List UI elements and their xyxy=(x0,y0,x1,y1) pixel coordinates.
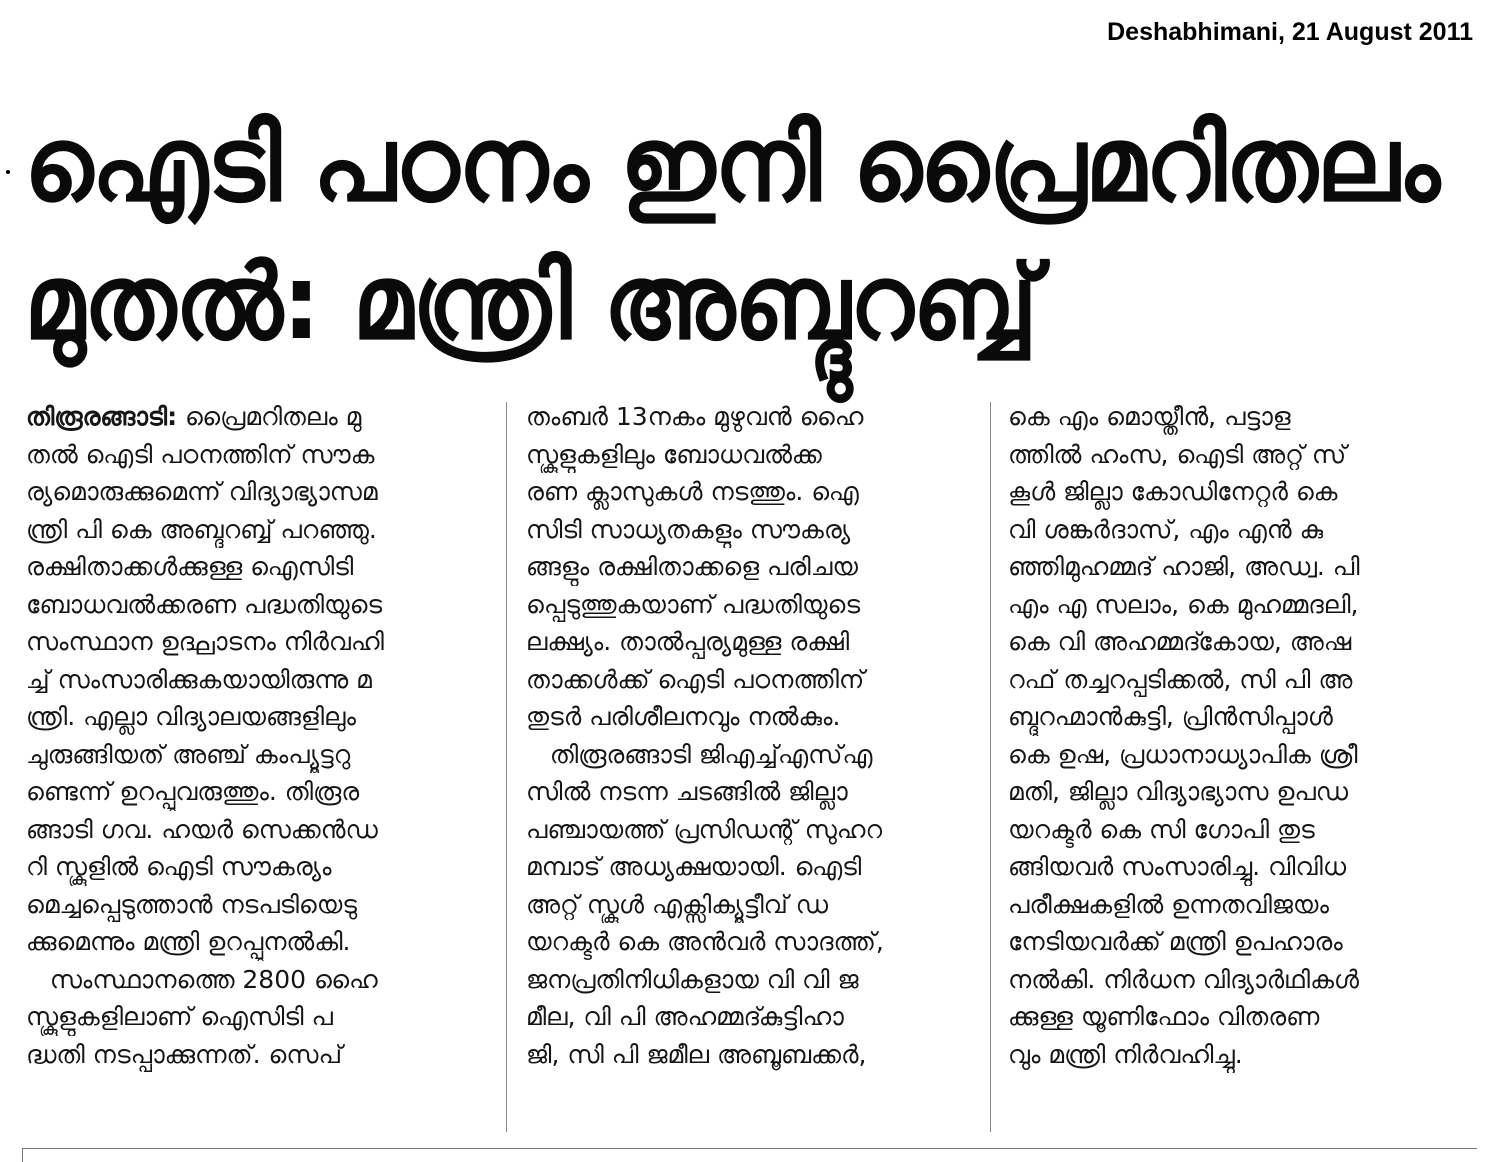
article-line-text: മതി, ജില്ലാ വിദ്യാഭ്യാസ ഉപഡ xyxy=(1008,777,1348,806)
article-line xyxy=(1008,473,1466,511)
article-line xyxy=(26,586,484,624)
article-line-text: കെ എം മൊയ്തീൻ, പട്ടാള xyxy=(1008,402,1291,431)
article-line-text: ങ്ങിയവർ സംസാരിച്ചു. വിവിധ xyxy=(1008,852,1347,881)
article-line xyxy=(1008,961,1466,999)
article-line xyxy=(26,548,484,586)
headline-line-2: മുതൽ: മന്ത്രി അബ്ദുറബ്ബ് xyxy=(24,241,1037,363)
article-line-text: പഞ്ചായത്ത് പ്രസിഡന്റ് സുഹറ xyxy=(526,814,882,844)
article-column-3 xyxy=(1008,398,1466,1073)
article-line-text: ബോധവൽക്കരണ പദ്ധതിയുടെ xyxy=(26,589,383,619)
article-column-1 xyxy=(26,398,484,1073)
article-line-text: ത്തിൽ ഹംസ, ഐടി അറ്റ് സ് xyxy=(1008,439,1347,469)
article-line xyxy=(26,998,484,1036)
article-line-text: തൽ ഐടി പഠനത്തിന് സൗക xyxy=(26,439,375,469)
article-line xyxy=(526,923,984,961)
article-line xyxy=(26,436,484,474)
article-line-text: ണ്ടെന്ന് ഉറപ്പുവരുത്തും. തിരൂര xyxy=(26,777,360,806)
article-line xyxy=(26,811,484,849)
article-line-text: താക്കൾക്ക് ഐടി പഠനത്തിന് xyxy=(526,664,865,694)
article-line-text: തുടർ പരിശീലനവും നൽകും. xyxy=(526,702,841,731)
article-line xyxy=(526,998,984,1036)
article-line-text: പരീക്ഷകളിൽ ഉന്നതവിജയം xyxy=(1008,889,1329,919)
article-line-text: അറ്റ് സ്കൂൾ എക്സിക്യൂട്ടീവ് ഡ xyxy=(526,889,829,919)
article-line xyxy=(526,623,984,661)
article-line-text: റി സ്കൂളിൽ ഐടി സൗകര്യം xyxy=(26,852,332,881)
print-speck xyxy=(6,170,10,174)
article-line-text: ങ്ങളും രക്ഷിതാക്കളെ പരിചയ xyxy=(526,552,858,581)
article-line xyxy=(26,961,484,999)
article-line-text: യറക്ടർ കെ സി ഗോപി തുട xyxy=(1008,814,1315,844)
article-line xyxy=(26,923,484,961)
source-caption: Deshabhimani, 21 August 2011 xyxy=(1107,18,1473,46)
article-line xyxy=(26,623,484,661)
article-line-text: ലക്ഷ്യം. താൽപ്പര്യമുള്ള രക്ഷി xyxy=(526,627,850,656)
article-line-text: ബ്ദുറഹ്മാൻകുട്ടി, പ്രിൻസിപ്പാൾ xyxy=(1008,702,1333,731)
article-line xyxy=(26,661,484,699)
article-line xyxy=(26,736,484,774)
article-line-text: യറക്ടർ കെ അൻവർ സാദത്ത്, xyxy=(526,927,884,956)
article-line-text: സംസ്ഥാനത്തെ 2800 ഹൈ xyxy=(26,964,378,994)
article-line-text: കൂൾ ജില്ലാ കോഡിനേറ്റർ കെ xyxy=(1008,477,1338,506)
article-line-text: ക്കുള്ള യൂണിഫോം വിതരണ xyxy=(1008,1002,1320,1031)
article-line-text: എം എ സലാം, കെ മുഹമ്മദലി, xyxy=(1008,589,1359,619)
article-line xyxy=(526,548,984,586)
column-divider xyxy=(990,402,991,1132)
article-line-text: സ്കൂളുകളിലും ബോധവൽക്ക xyxy=(526,439,822,469)
article-line xyxy=(1008,586,1466,624)
article-line xyxy=(26,886,484,924)
article-line-text: ന്ത്രി പി കെ അബ്ദുറബ്ബ് പറഞ്ഞു. xyxy=(26,514,377,544)
article-line-text: റഫ് തച്ചറപ്പടിക്കൽ, സി പി അ xyxy=(1008,664,1353,694)
article-line xyxy=(26,698,484,736)
article-line-text: ഞ്ഞിമുഹമ്മദ് ഹാജി, അഡ്വ. പി xyxy=(1008,552,1360,581)
article-column-2 xyxy=(526,398,984,1073)
article-line xyxy=(1008,811,1466,849)
article-line-text: രക്ഷിതാക്കൾക്കുള്ള ഐസിടി xyxy=(26,552,354,581)
article-line xyxy=(26,1036,484,1074)
article-line-text: ജനപ്രതിനിധികളായ വി വി ജ xyxy=(526,964,859,994)
headline-line-1: ഐടി പഠനം ഇനി പ്രൈമറിതലം xyxy=(24,103,1439,225)
article-line-text: രണ ക്ലാസുകൾ നടത്തും. ഐ xyxy=(526,477,859,506)
article-line xyxy=(1008,661,1466,699)
article-line xyxy=(26,398,484,436)
headline xyxy=(24,95,1464,371)
article-line xyxy=(1008,548,1466,586)
article-line xyxy=(526,511,984,549)
article-line xyxy=(1008,736,1466,774)
article-line-text: സംസ്ഥാന ഉദ്ഘാടനം നിർവഹി xyxy=(26,627,384,656)
article-line xyxy=(526,436,984,474)
article-line xyxy=(1008,848,1466,886)
article-line xyxy=(526,473,984,511)
article-line xyxy=(1008,511,1466,549)
article-line-text: പ്രൈമറിതലം മു xyxy=(177,402,362,431)
article-line-text: നൽകി. നിർധന വിദ്യാർഥികൾ xyxy=(1008,964,1360,994)
article-line-text: സിൽ നടന്ന ചടങ്ങിൽ ജില്ലാ xyxy=(526,777,848,806)
article-line xyxy=(26,511,484,549)
article-line-text: ങ്ങാടി ഗവ. ഹയർ സെക്കൻഡ xyxy=(26,814,378,844)
dateline: തിരൂരങ്ങാടി: xyxy=(26,402,178,431)
article-line-text: ദ്ധതി നടപ്പാക്കുന്നത്. സെപ് xyxy=(26,1039,343,1069)
article-line-text: നേടിയവർക്ക് മന്ത്രി ഉപഹാരം xyxy=(1008,927,1343,956)
article-line-text: ന്ത്രി. എല്ലാ വിദ്യാലയങ്ങളിലും xyxy=(26,702,356,731)
article-line xyxy=(526,773,984,811)
article-line-text: ച്ച് സംസാരിക്കുകയായിരുന്നു മ xyxy=(26,664,372,694)
article-line xyxy=(1008,998,1466,1036)
article-line xyxy=(1008,923,1466,961)
article-line xyxy=(526,736,984,774)
article-line xyxy=(526,661,984,699)
article-line-text: ചുരുങ്ങിയത് അഞ്ച് കംപ്യൂട്ടറു xyxy=(26,739,351,769)
article-line-text: തംബർ 13നകം മുഴുവൻ ഹൈ xyxy=(526,402,864,431)
article-line xyxy=(26,473,484,511)
column-divider xyxy=(506,402,507,1132)
article-line xyxy=(526,961,984,999)
article-line-text: കെ വി അഹമ്മദ്കോയ, അഷ xyxy=(1008,627,1352,656)
article-line-text: ജി, സി പി ജമീല അബൂബക്കർ, xyxy=(526,1039,867,1069)
article-line xyxy=(1008,698,1466,736)
article-line-text: മമ്പാട് അധ്യക്ഷയായി. ഐടി xyxy=(526,852,862,881)
article-line xyxy=(26,773,484,811)
article-line-text: വി ശങ്കർദാസ്, എം എൻ കു xyxy=(1008,514,1324,544)
article-line xyxy=(526,848,984,886)
article-line xyxy=(1008,398,1466,436)
article-line-text: മെച്ചപ്പെടുത്താൻ നടപടിയെടു xyxy=(26,889,358,919)
article-line xyxy=(526,698,984,736)
article-line-text: മീല, വി പി അഹമ്മദ്കുട്ടിഹാ xyxy=(526,1002,844,1031)
article-line xyxy=(526,811,984,849)
article-line xyxy=(1008,1036,1466,1074)
article-line-text: പ്പെടുത്തുകയാണ് പദ്ധതിയുടെ xyxy=(526,589,861,619)
article-line-text: സ്കൂളുകളിലാണ് ഐസിടി പ xyxy=(26,1002,333,1031)
bottom-rule xyxy=(22,1148,1477,1149)
article-line-text: ര്യമൊരുക്കുമെന്ന് വിദ്യാഭ്യാസമ xyxy=(26,477,378,506)
article-line xyxy=(526,586,984,624)
article-line xyxy=(26,848,484,886)
article-line-text: കെ ഉഷ, പ്രധാനാധ്യാപിക ശ്രീ xyxy=(1008,739,1358,769)
article-line xyxy=(1008,623,1466,661)
article-line xyxy=(526,1036,984,1074)
article-line xyxy=(526,398,984,436)
corner-rule xyxy=(22,1148,23,1162)
article-line-text: സിടി സാധ്യതകളും സൗകര്യ xyxy=(526,514,851,544)
article-line xyxy=(1008,436,1466,474)
article-line xyxy=(526,886,984,924)
article-line xyxy=(1008,886,1466,924)
article-line xyxy=(1008,773,1466,811)
article-line-text: ക്കുമെന്നും മന്ത്രി ഉറപ്പുനൽകി. xyxy=(26,927,351,956)
article-line-text: തിരൂരങ്ങാടി ജിഎച്ച്എസ്എ xyxy=(526,739,873,769)
article-line-text: വും മന്ത്രി നിർവഹിച്ചു. xyxy=(1008,1039,1243,1069)
